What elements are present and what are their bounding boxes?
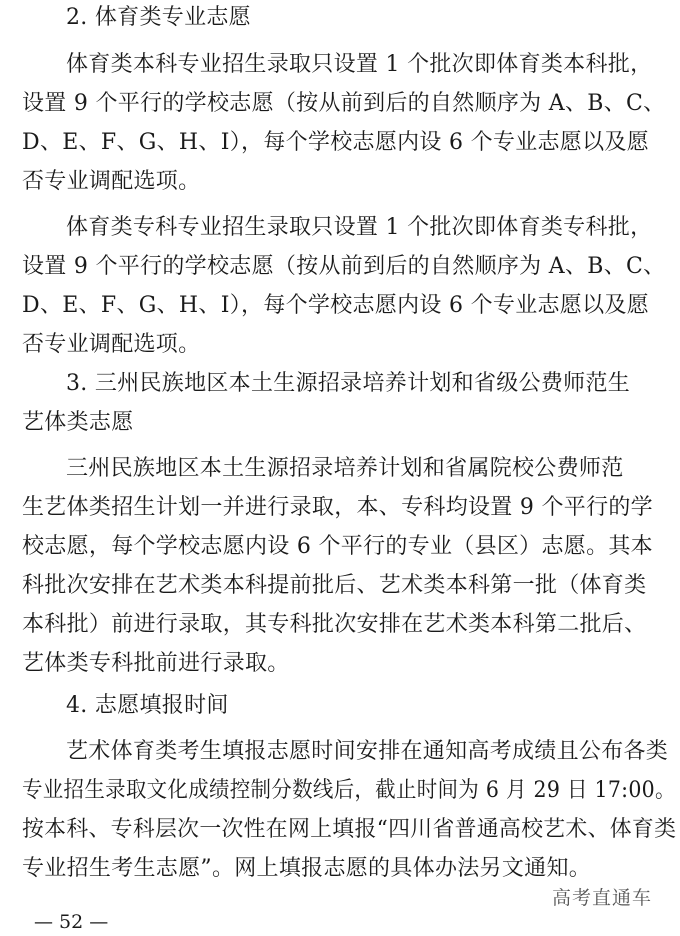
paragraph-line: 否专业调配选项。	[22, 332, 201, 357]
paragraph-line: 艺体类专科批前进行录取。	[22, 651, 290, 676]
paragraph-line: D、E、F、G、H、I），每个学校志愿内设 6 个专业志愿以及愿	[22, 293, 649, 318]
paragraph-line: 设置 9 个平行的学校志愿（按从前到后的自然顺序为 A、B、C、	[22, 91, 666, 116]
paragraph-line: 体育类本科专业招生录取只设置 1 个批次即体育类本科批，	[66, 52, 653, 77]
paragraph-line: 否专业调配选项。	[22, 169, 201, 194]
paragraph-line: D、E、F、G、H、I），每个学校志愿内设 6 个专业志愿以及愿	[22, 130, 649, 155]
watermark-text: 高考直通车	[551, 887, 652, 909]
paragraph-line: 体育类专科专业招生录取只设置 1 个批次即体育类专科批，	[66, 215, 653, 240]
paragraph-line: 本科批）前进行录取，其专科批次安排在艺术类本科第二批后、	[22, 612, 647, 637]
paragraph-line: 校志愿，每个学校志愿内设 6 个平行的专业（县区）志愿。其本	[22, 534, 653, 559]
paragraph-line: 专业招生录取文化成绩控制分数线后，截止时间为 6 月 29 日 17:00。	[22, 778, 676, 803]
paragraph-line: 生艺体类招生计划一并进行录取，本、专科均设置 9 个平行的学	[22, 495, 653, 520]
page-number: — 52 —	[34, 911, 109, 933]
section-heading-4: 4. 志愿填报时间	[66, 693, 229, 718]
paragraph-line: 科批次安排在艺术类本科提前批后、艺术类本科第一批（体育类	[22, 573, 647, 598]
paragraph-line: 设置 9 个平行的学校志愿（按从前到后的自然顺序为 A、B、C、	[22, 254, 666, 279]
section-heading-2: 2. 体育类专业志愿	[66, 5, 251, 30]
paragraph-line: 艺术体育类考生填报志愿时间安排在通知高考成绩且公布各类	[66, 739, 669, 764]
section-heading-3-cont: 艺体类志愿	[22, 410, 134, 435]
paragraph-line: 按本科、专科层次一次性在网上填报“四川省普通高校艺术、体育类	[22, 817, 677, 842]
paragraph-line: 三州民族地区本土生源招录培养计划和省属院校公费师范	[66, 456, 624, 481]
paragraph-line: 专业招生考生志愿”。网上填报志愿的具体办法另文通知。	[22, 856, 592, 881]
section-heading-3: 3. 三州民族地区本土生源招录培养计划和省级公费师范生	[66, 371, 631, 396]
